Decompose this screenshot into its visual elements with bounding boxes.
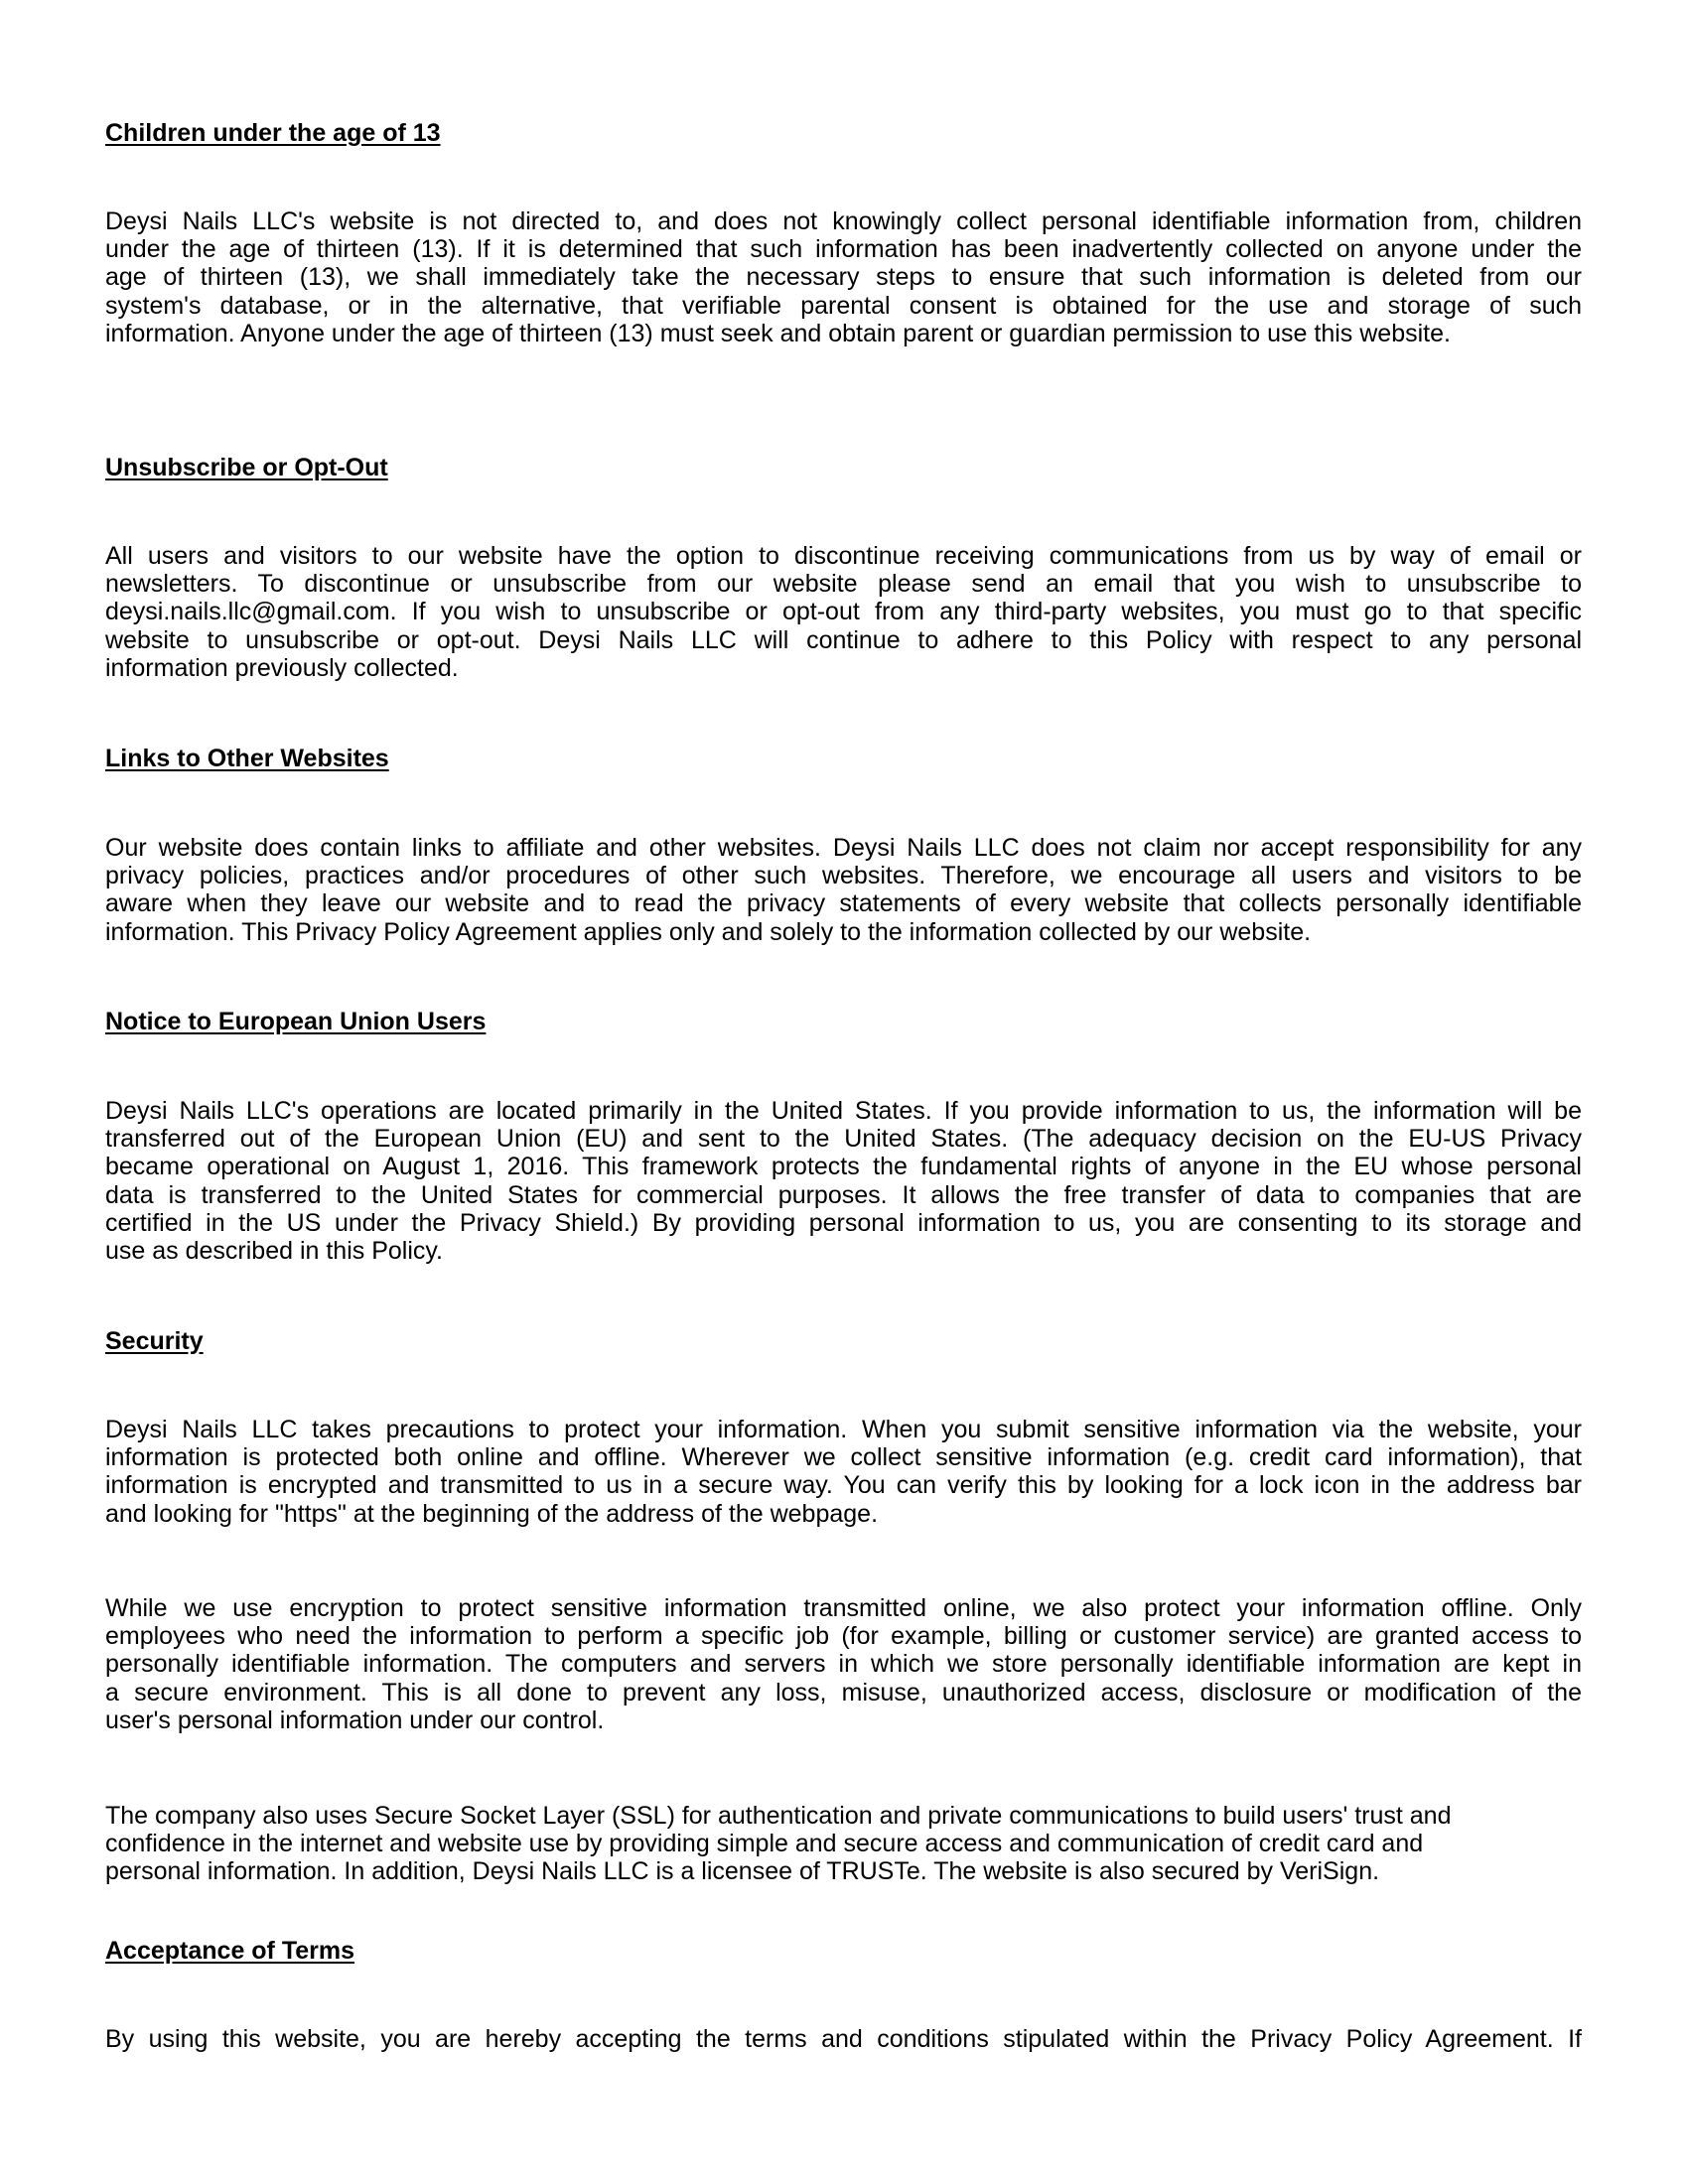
section-paragraph-acceptance	[105, 2025, 1582, 2053]
section-heading-acceptance: Acceptance of Terms	[105, 1937, 355, 1965]
text-line: Our website does contain links to affiliate and other websites. Deysi Nails LLC does not claim nor accept responsibility for any	[105, 834, 1582, 862]
text-line: a secure environment. This is all done to prevent any loss, misuse, unauthorized access, disclosure or modification of the	[105, 1678, 1582, 1706]
section-paragraph-security-1	[105, 1416, 1582, 1528]
text-line: deysi.nails.llc@gmail.com. If you wish to unsubscribe or opt-out from any third-party websites, you must go to that specific	[105, 598, 1582, 626]
text-line: information previously collected.	[105, 653, 459, 682]
text-line: All users and visitors to our website have the option to discontinue receiving communications from us by way of email or	[105, 542, 1582, 570]
text-line: Deysi Nails LLC's operations are located primarily in the United States. If you provide information to us, the information will be	[105, 1097, 1582, 1125]
text-line: age of thirteen (13), we shall immediately take the necessary steps to ensure that such information is deleted from our	[105, 263, 1582, 292]
text-line: personal information. In addition, Deysi Nails LLC is a licensee of TRUSTe. The website is also secured by VeriSign.	[105, 1857, 1380, 1886]
text-line: personally identifiable information. The computers and servers in which we store personally identifiable information are kept in	[105, 1650, 1582, 1679]
text-line: confidence in the internet and website use by providing simple and secure access and communication of credit card and	[105, 1830, 1424, 1858]
text-line: certified in the US under the Privacy Shield.) By providing personal information to us, you are consenting to its storage and	[105, 1208, 1582, 1237]
section-heading-eu-users: Notice to European Union Users	[105, 1008, 487, 1035]
text-line: information. This Privacy Policy Agreement applies only and solely to the information collected by our website.	[105, 917, 1312, 946]
text-line: aware when they leave our website and to read the privacy statements of every website that collects personally identifiable	[105, 889, 1582, 918]
section-paragraph-eu-users	[105, 1097, 1582, 1265]
text-line: information. Anyone under the age of thirteen (13) must seek and obtain parent or guardian permission to use this website.	[105, 319, 1451, 347]
text-line: The company also uses Secure Socket Layer (SSL) for authentication and private communications to build users' trust and	[105, 1802, 1452, 1830]
text-line: By using this website, you are hereby accepting the terms and conditions stipulated within the Privacy Policy Agreement. If	[105, 2025, 1582, 2053]
text-line: became operational on August 1, 2016. This framework protects the fundamental rights of anyone in the EU whose personal	[105, 1153, 1582, 1181]
text-line: While we use encryption to protect sensitive information transmitted online, we also protect your information offline. Only	[105, 1594, 1582, 1622]
section-paragraph-security-3	[105, 1802, 1582, 1886]
section-paragraph-links	[105, 834, 1582, 946]
document-page	[105, 0, 1582, 2184]
text-line: user's personal information under our control.	[105, 1706, 605, 1734]
section-heading-children: Children under the age of 13	[105, 119, 441, 147]
text-line: use as described in this Policy.	[105, 1237, 443, 1266]
section-paragraph-children	[105, 207, 1582, 347]
text-line: Deysi Nails LLC takes precautions to protect your information. When you submit sensitive information via the website, your	[105, 1416, 1582, 1443]
text-line: under the age of thirteen (13). If it is determined that such information has been inadvertently collected on anyone under the	[105, 235, 1582, 264]
text-line: information is protected both online and offline. Wherever we collect sensitive information (e.g. credit card information), that	[105, 1443, 1582, 1472]
section-heading-links: Links to Other Websites	[105, 745, 389, 772]
text-line: newsletters. To discontinue or unsubscribe from our website please send an email that you wish to unsubscribe to	[105, 570, 1582, 599]
section-paragraph-security-2	[105, 1594, 1582, 1734]
text-line: information is encrypted and transmitted to us in a secure way. You can verify this by looking for a lock icon in the address bar	[105, 1471, 1582, 1500]
text-line: Deysi Nails LLC's website is not directed to, and does not knowingly collect personal identifiable information from, children	[105, 207, 1582, 235]
text-line: system's database, or in the alternative, that verifiable parental consent is obtained for the use and storage of such	[105, 291, 1582, 320]
section-heading-security: Security	[105, 1327, 204, 1355]
section-heading-unsubscribe: Unsubscribe or Opt-Out	[105, 454, 388, 481]
text-line: and looking for "https" at the beginning of the address of the webpage.	[105, 1499, 879, 1528]
text-line: transferred out of the European Union (EU) and sent to the United States. (The adequacy decision on the EU-US Privacy	[105, 1125, 1582, 1154]
text-line: employees who need the information to perform a specific job (for example, billing or customer service) are granted access to	[105, 1622, 1582, 1651]
text-line: data is transferred to the United States for commercial purposes. It allows the free transfer of data to companies that are	[105, 1180, 1582, 1209]
text-line: privacy policies, practices and/or procedures of other such websites. Therefore, we encourage all users and visitors to be	[105, 862, 1582, 890]
text-line: website to unsubscribe or opt-out. Deysi Nails LLC will continue to adhere to this Policy with respect to any personal	[105, 625, 1582, 654]
section-paragraph-unsubscribe	[105, 542, 1582, 682]
